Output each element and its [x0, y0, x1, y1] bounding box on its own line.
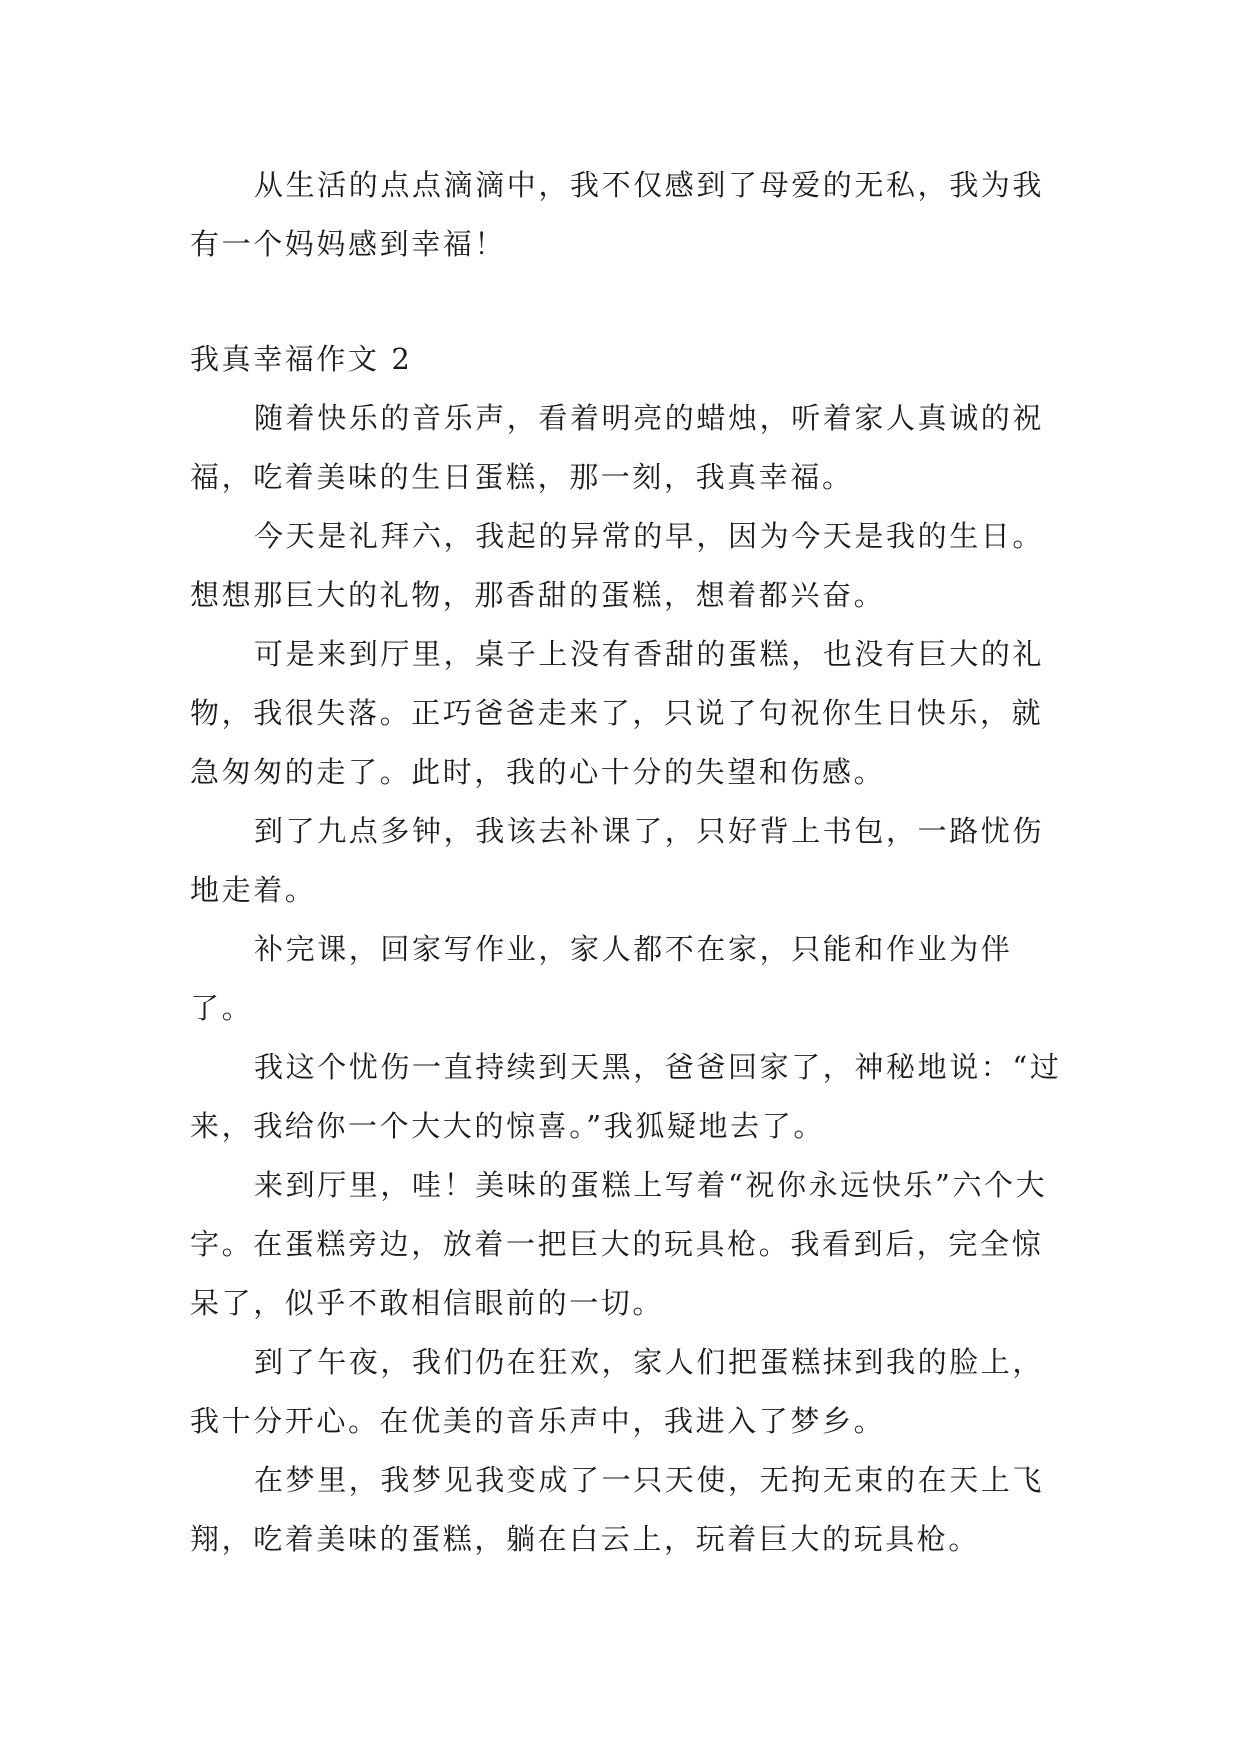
intro-paragraph: 从生活的点点滴滴中，我不仅感到了母爱的无私，我为我有一个妈妈感到幸福！ — [190, 168, 1045, 261]
essay-section — [190, 330, 1070, 1569]
essay-paragraph: 到了午夜，我们仍在狂欢，家人们把蛋糕抹到我的脸上，我十分开心。在优美的音乐声中，我进入了梦乡。 — [190, 1345, 1045, 1438]
essay-paragraph: 我这个忧伤一直持续到天黑，爸爸回家了，神秘地说：“过来，我给你一个大大的惊喜。”我狐疑地去了。 — [190, 1050, 1062, 1143]
section-title: 我真幸福作文 2 — [190, 342, 413, 376]
intro-section — [190, 156, 1070, 274]
essay-paragraph: 可是来到厅里，桌子上没有香甜的蛋糕，也没有巨大的礼物，我很失落。正巧爸爸走来了，只说了句祝你生日快乐，就急匆匆的走了。此时，我的心十分的失望和伤感。 — [190, 637, 1045, 789]
essay-paragraph: 今天是礼拜六，我起的异常的早，因为今天是我的生日。想想那巨大的礼物，那香甜的蛋糕，想着都兴奋。 — [190, 519, 1045, 612]
essay-paragraph: 到了九点多钟，我该去补课了，只好背上书包，一路忧伤地走着。 — [190, 814, 1045, 907]
essay-paragraph: 随着快乐的音乐声，看着明亮的蜡烛，听着家人真诚的祝福，吃着美味的生日蛋糕，那一刻，我真幸福。 — [190, 401, 1045, 494]
essay-paragraph: 补完课，回家写作业，家人都不在家，只能和作业为伴了。 — [190, 932, 1013, 1025]
essay-paragraph: 来到厅里，哇！美味的蛋糕上写着“祝你永远快乐”六个大字。在蛋糕旁边，放着一把巨大的玩具枪。我看到后，完全惊呆了，似乎不敢相信眼前的一切。 — [190, 1168, 1048, 1320]
essay-paragraph: 在梦里，我梦见我变成了一只天使，无拘无束的在天上飞翔，吃着美味的蛋糕，躺在白云上，玩着巨大的玩具枪。 — [190, 1463, 1045, 1556]
